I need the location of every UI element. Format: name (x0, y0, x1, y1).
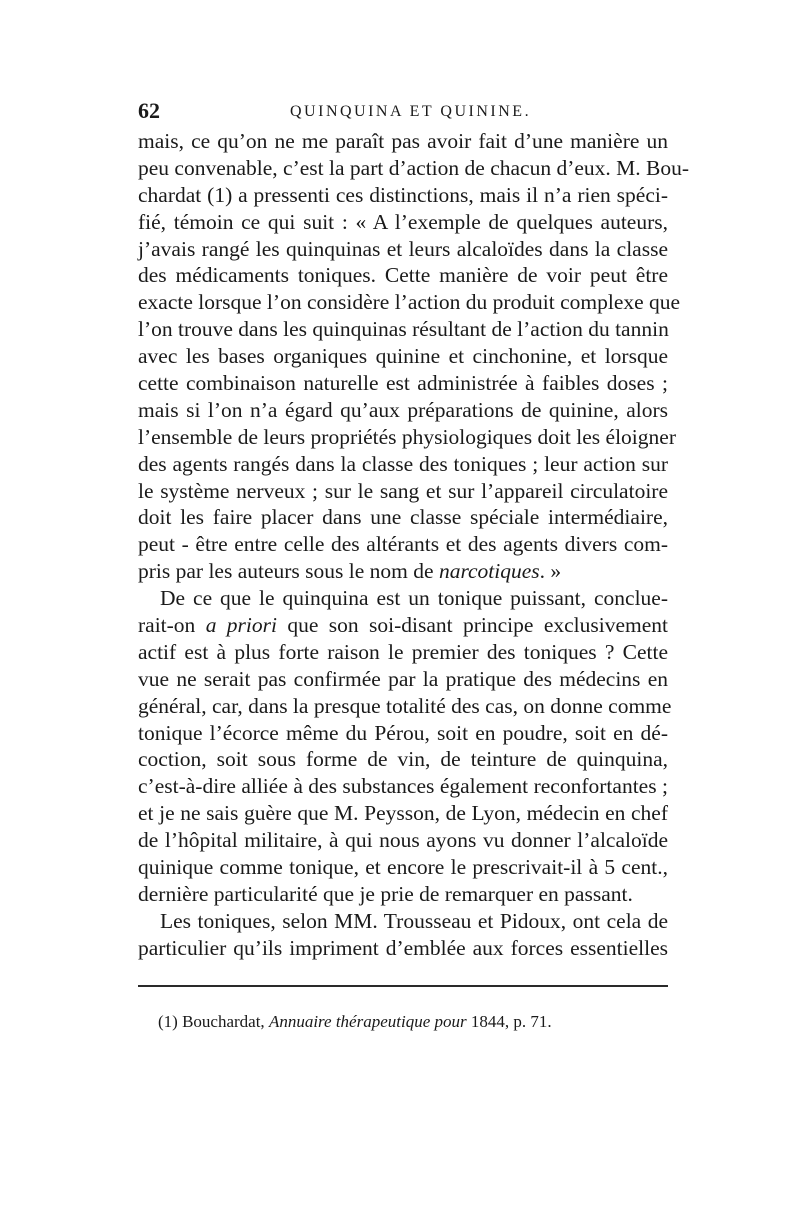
italic-term: a priori (205, 613, 277, 638)
text-line: exacte lorsque l’on considère l’action du produit complexe que (138, 290, 681, 315)
text-line-with-italic (138, 612, 668, 639)
text-line: l’ensemble de leurs propriétés physiologiques doit les éloigner (138, 424, 676, 449)
text-line: vue ne serait pas confirmée par la pratique des médecins en (138, 666, 668, 691)
text-line: général, car, dans la presque totalité des cas, on donne comme (138, 693, 672, 718)
text-fragment: pris par les auteurs sous le nom de (138, 559, 439, 584)
text-line: actif est à plus forte raison le premier des toniques ? Cette (138, 639, 668, 664)
text-line: c’est-à-dire alliée à des substances également reconfortantes ; (138, 774, 668, 799)
italic-term: narcotiques (438, 559, 540, 584)
text-line: peu convenable, c’est la part d’action de chacun d’eux. M. Bou- (138, 155, 690, 180)
text-line: coction, soit sous forme de vin, de teinture de quinquina, (138, 747, 668, 772)
footnote-title: Annuaire thérapeutique pour (268, 1012, 467, 1031)
text-line: de l’hôpital militaire, à qui nous ayons vu donner l’alcaloïde (138, 828, 668, 853)
text-line: doit les faire placer dans une classe spéciale intermédiaire, (138, 505, 668, 530)
paragraph-start-line: De ce que le quinquina est un tonique puissant, conclue- (160, 586, 668, 611)
text-line: j’avais rangé les quinquinas et leurs alcaloïdes dans la classe (138, 236, 668, 261)
text-line: chardat (1) a pressenti ces distinctions, mais il n’a rien spéci- (138, 182, 668, 207)
text-fragment: que son soi-disant principe exclusivement (277, 613, 669, 638)
paragraph-start-line: Les toniques, selon MM. Trousseau et Pidoux, ont cela de (160, 908, 668, 933)
footnote (158, 1012, 552, 1032)
text-line: dernière particularité que je prie de remarquer en passant. (138, 881, 633, 906)
text-line: particulier qu’ils impriment d’emblée aux forces essentielles (138, 935, 668, 960)
text-line: peut - être entre celle des altérants et des agents divers com- (138, 532, 668, 557)
text-line: le système nerveux ; sur le sang et sur l’appareil circulatoire (138, 478, 668, 503)
text-line: des agents rangés dans la classe des toniques ; leur action sur (138, 451, 668, 476)
body-text (138, 128, 690, 962)
page-number: 62 (138, 98, 160, 123)
text-line-with-italic (138, 558, 668, 585)
text-line: fié, témoin ce qui suit : « A l’exemple de quelques auteurs, (138, 209, 668, 234)
footnote-marker: (1) Bouchardat, (158, 1012, 269, 1031)
text-line: tonique l’écorce même du Pérou, soit en poudre, soit en dé- (138, 720, 668, 745)
footnote-rule (138, 985, 668, 987)
text-line: avec les bases organiques quinine et cinchonine, et lorsque (138, 344, 668, 369)
text-line: l’on trouve dans les quinquinas résultant de l’action du tannin (138, 317, 669, 342)
text-fragment: . » (539, 559, 562, 584)
text-line: mais si l’on n’a égard qu’aux préparations de quinine, alors (138, 397, 668, 422)
running-head: QUINQUINA ET QUININE. (290, 103, 532, 120)
text-line: et je ne sais guère que M. Peysson, de Lyon, médecin en chef (138, 801, 668, 826)
text-fragment: rait-on (138, 613, 206, 638)
text-line: cette combinaison naturelle est administrée à faibles doses ; (138, 371, 668, 396)
text-line: mais, ce qu’on ne me paraît pas avoir fait d’une manière un (138, 129, 668, 153)
footnote-tail: 1844, p. 71. (466, 1012, 552, 1031)
text-line: quinique comme tonique, et encore le prescrivait-il à 5 cent., (138, 855, 668, 880)
text-line: des médicaments toniques. Cette manière de voir peut être (138, 263, 668, 288)
